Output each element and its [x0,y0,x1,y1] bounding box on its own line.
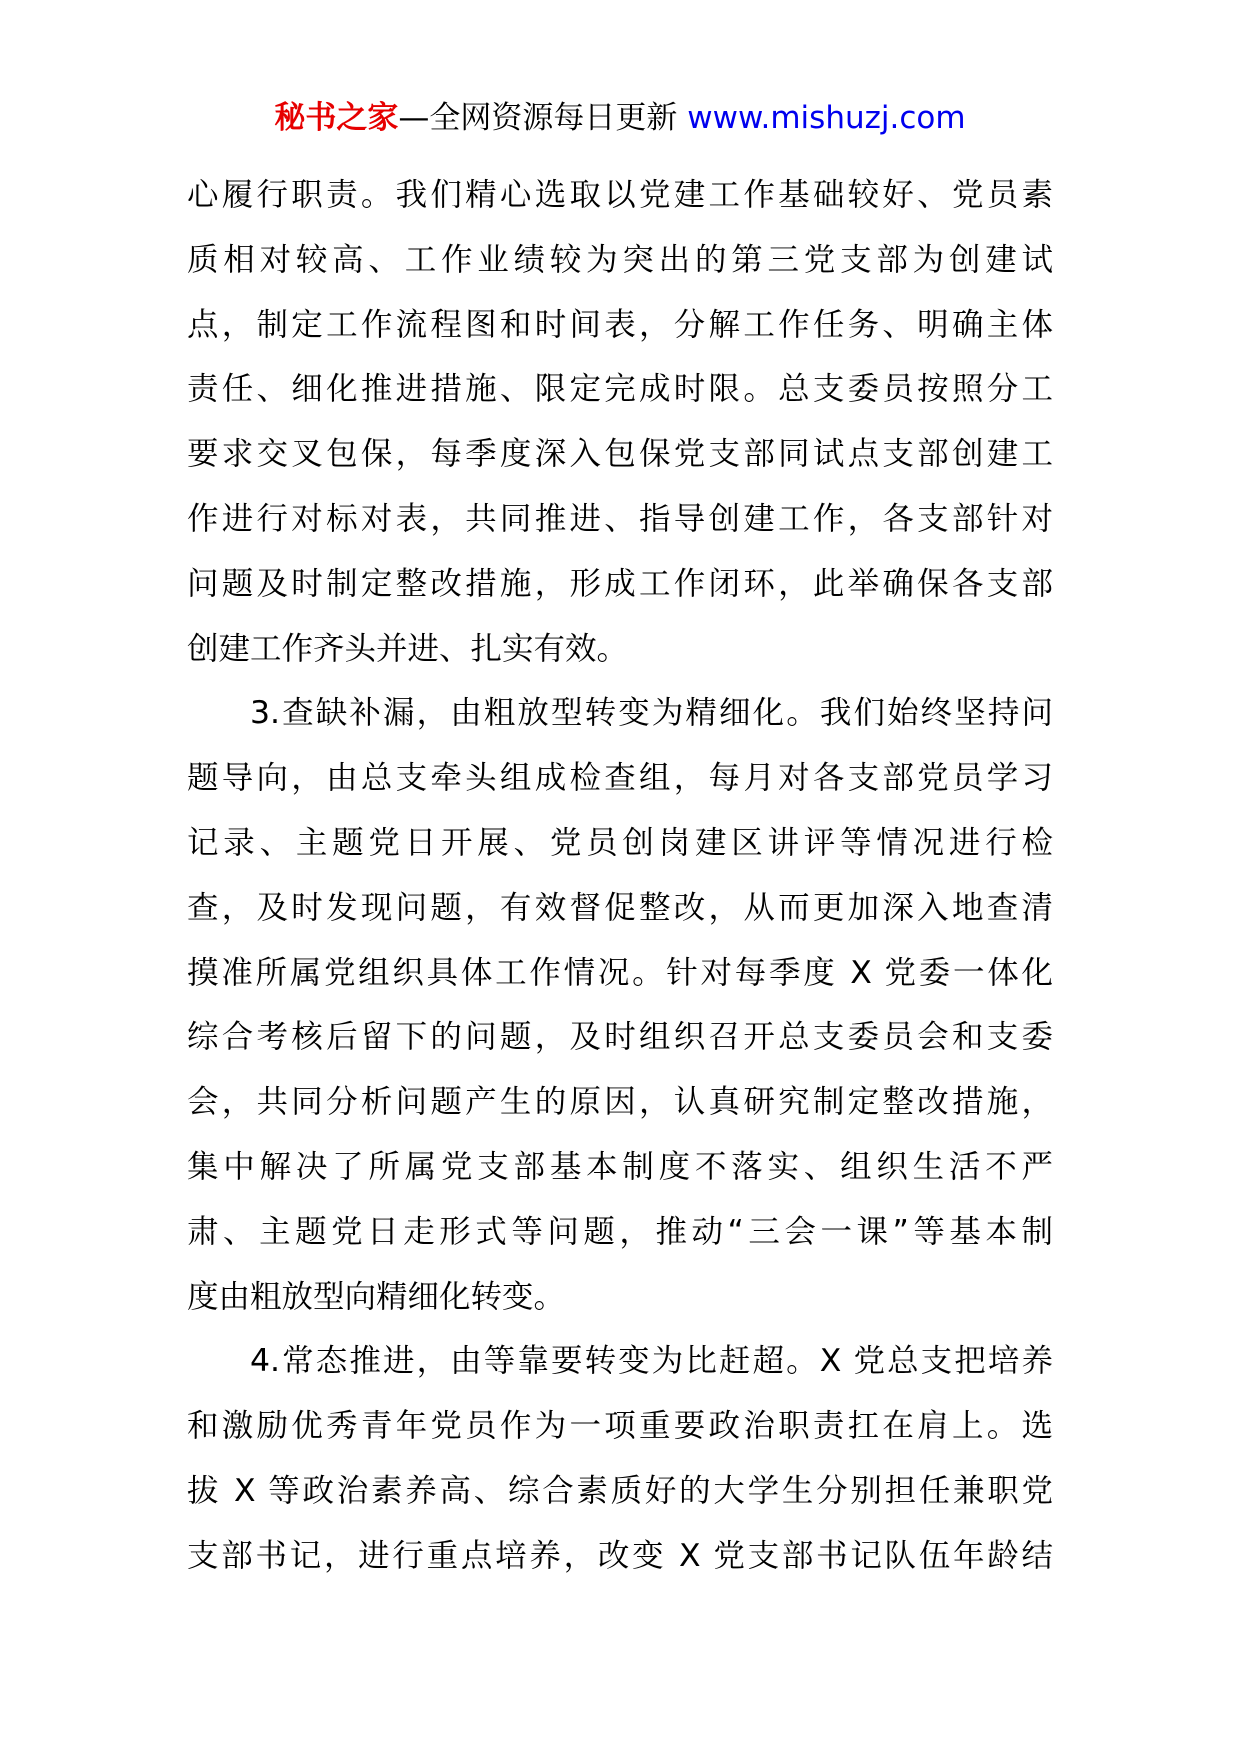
text-line: 综合考核后留下的问题，及时组织召开总支委员会和支委 [187,1019,1053,1056]
document-body [187,163,1053,1589]
text-line: 记录、主题党日开展、党员创岗建区讲评等情况进行检 [187,824,1053,861]
site-tagline: —全网资源每日更新 [398,100,688,136]
text-line: 责任、细化推进措施、限定完成时限。总支委员按照分工 [187,371,1053,408]
watermark-header [0,98,1240,138]
paragraph-start-line: 3.查缺补漏，由粗放型转变为精细化。我们始终坚持问 [250,695,1053,732]
text-line: 拔 X 等政治素养高、综合素质好的大学生分别担任兼职党 [187,1472,1053,1509]
text-line: 点，制定工作流程图和时间表，分解工作任务、明确主体 [187,306,1053,343]
text-line: 集中解决了所属党支部基本制度不落实、组织生活不严 [187,1148,1053,1185]
text-line: 质相对较高、工作业绩较为突出的第三党支部为创建试 [187,241,1053,278]
paragraph-end-line: 创建工作齐头并进、扎实有效。 [187,630,629,667]
text-line: 问题及时制定整改措施，形成工作闭环，此举确保各支部 [187,565,1053,602]
text-line: 作进行对标对表，共同推进、指导创建工作，各支部针对 [187,500,1053,537]
site-brand: 秘书之家 [274,100,399,136]
paragraph-end-line: 度由粗放型向精细化转变。 [187,1278,566,1315]
text-line: 题导向，由总支牵头组成检查组，每月对各支部党员学习 [187,760,1053,797]
text-line: 和激励优秀青年党员作为一项重要政治职责扛在肩上。选 [187,1408,1053,1445]
text-line: 要求交叉包保，每季度深入包保党支部同试点支部创建工 [187,436,1053,473]
site-url-link[interactable]: www.mishuzj.com [687,100,966,136]
paragraph-start-line: 4.常态推进，由等靠要转变为比赶超。X 党总支把培养 [250,1343,1053,1380]
text-line: 查，及时发现问题，有效督促整改，从而更加深入地查清 [187,889,1053,926]
text-line: 支部书记，进行重点培养，改变 X 党支部书记队伍年龄结 [187,1537,1053,1574]
text-line: 肃、主题党日走形式等问题，推动“三会一课”等基本制 [187,1213,1054,1250]
text-line: 摸准所属党组织具体工作情况。针对每季度 X 党委一体化 [187,954,1053,991]
text-line: 心履行职责。我们精心选取以党建工作基础较好、党员素 [187,177,1053,213]
text-line: 会，共同分析问题产生的原因，认真研究制定整改措施， [187,1084,1053,1121]
